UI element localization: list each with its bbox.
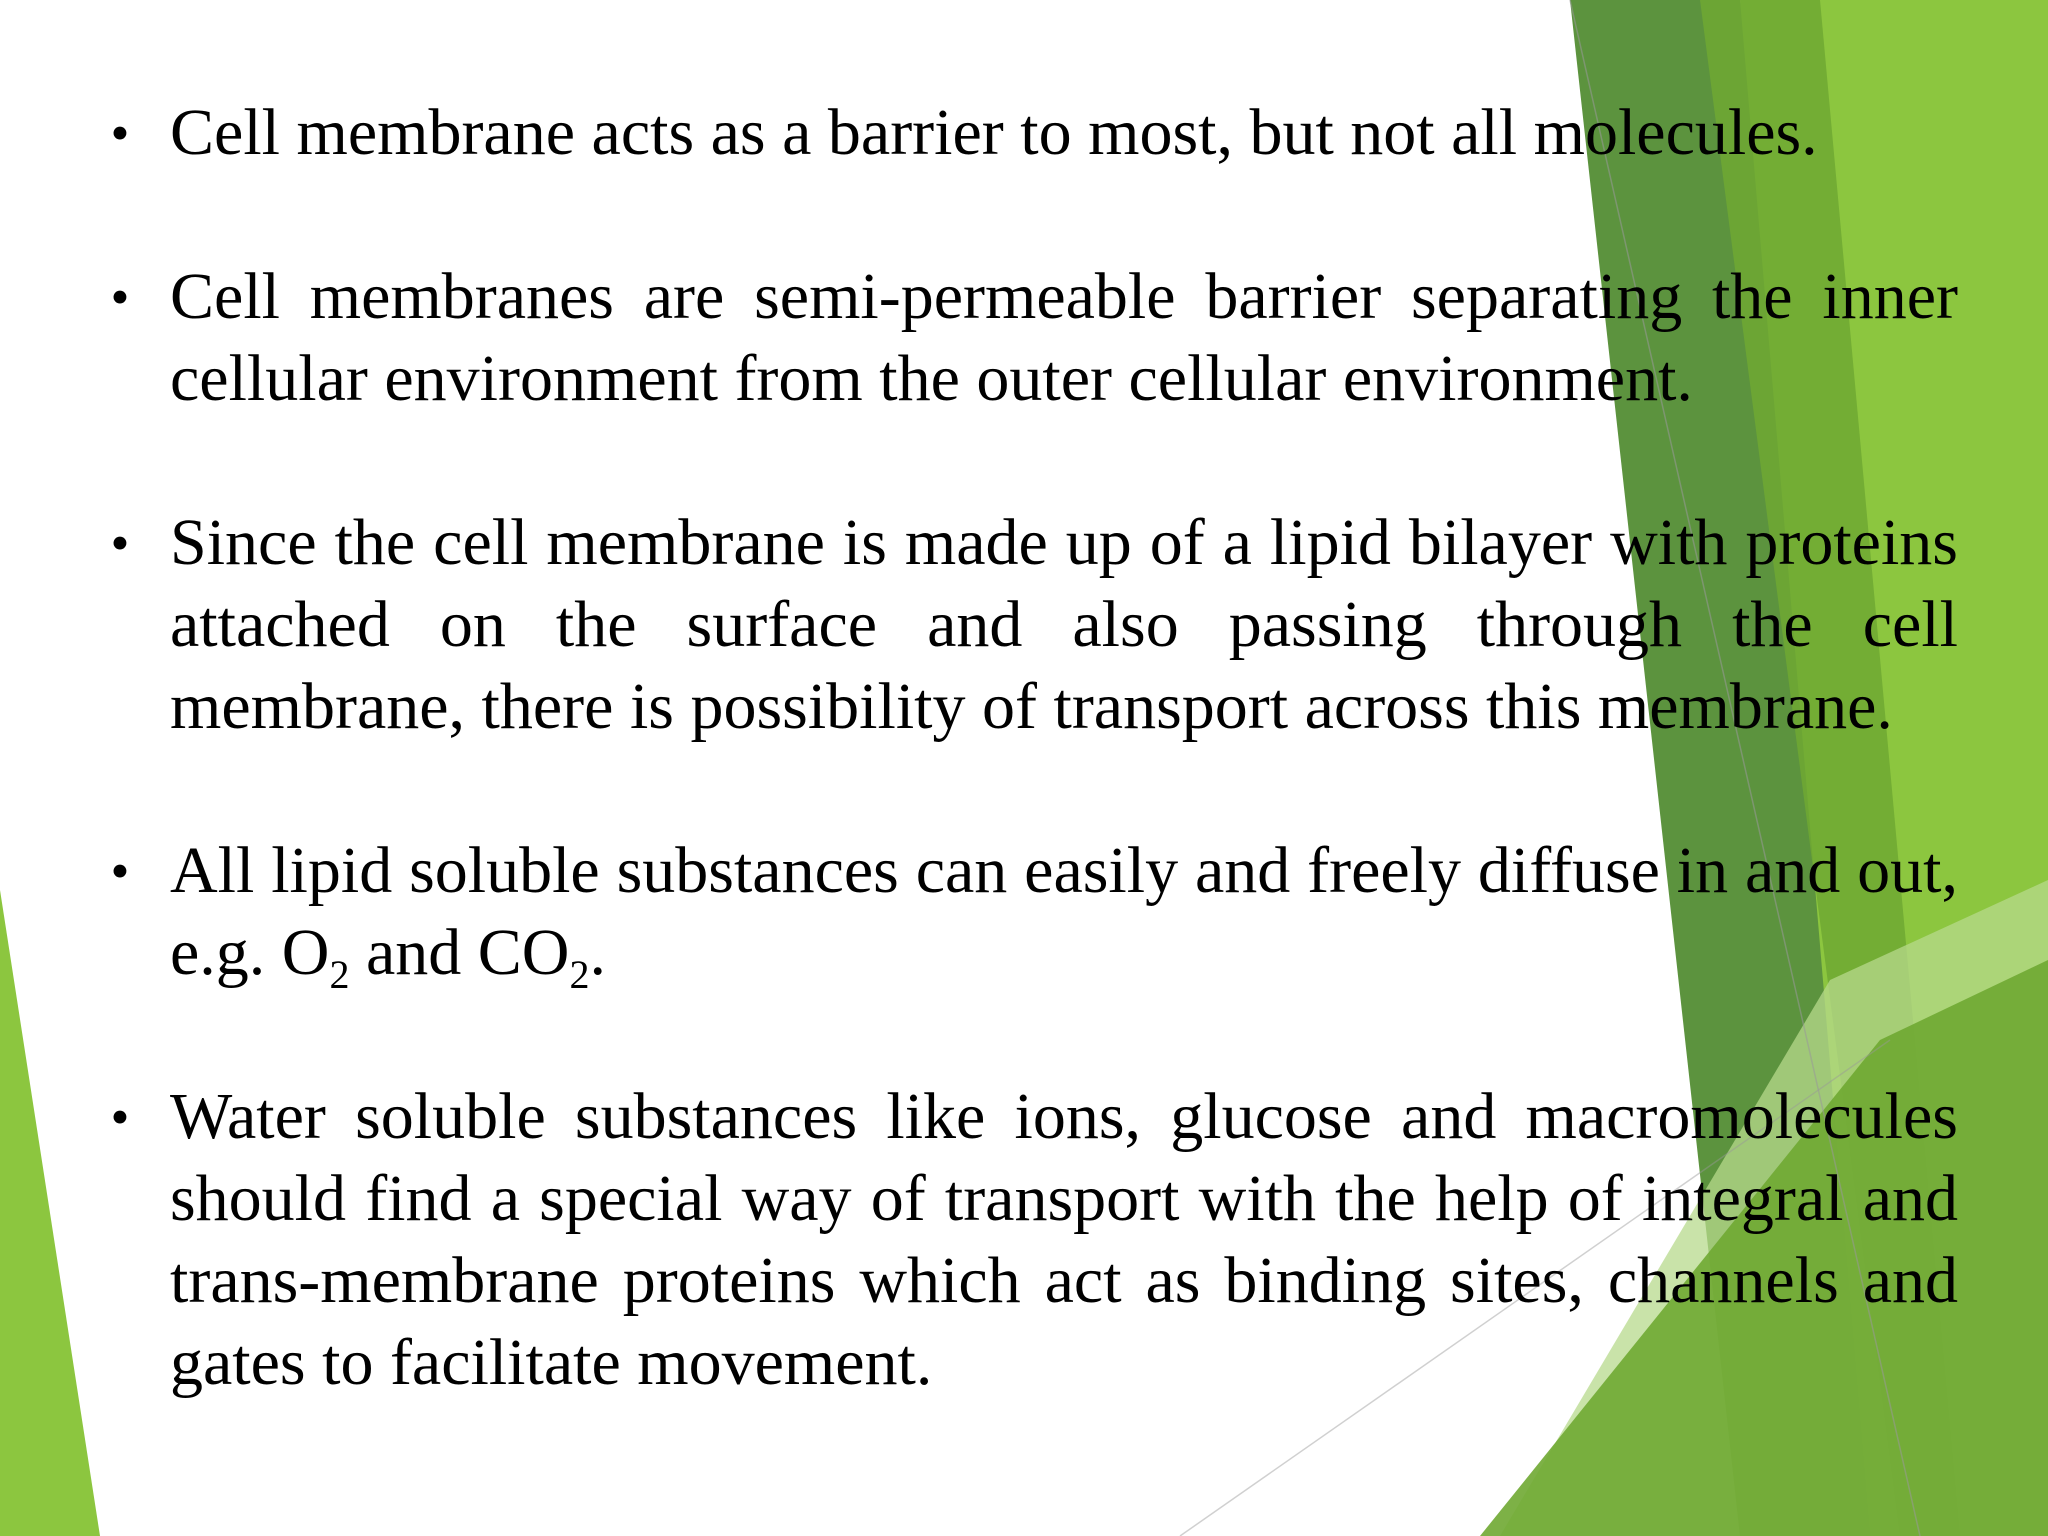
bullet-list [100,92,1958,1404]
bullet-text: Water soluble substances like ions, glucose and macromolecules should find a special way of transport with the help of integral and trans-membrane proteins which act as binding sites, channels and gates to facilitate movement. [170,1080,1958,1399]
bullet-item-3 [100,502,1958,748]
bullet-text-suffix: . [589,916,606,989]
left-green-sliver [0,890,100,1536]
bullet-marker: • [110,103,130,163]
bullet-text-middle: and [349,916,478,989]
bullet-item-4 [100,830,1958,997]
bullet-text: Since the cell membrane is made up of a lipid bilayer with proteins attached on the surface and also passing through the cell membrane, there is possibility of transport across this membrane. [170,506,1958,743]
bullet-item-1 [100,92,1958,174]
oxygen-symbol: O [281,916,330,989]
oxygen-subscript: 2 [329,952,350,997]
bullet-text [170,830,1958,997]
bullet-text: Cell membranes are semi-permeable barrier separating the inner cellular environment from the outer cellular environment. [170,260,1958,415]
bullet-item-2 [100,256,1958,420]
bullet-text-prefix: All lipid soluble substances can easily and freely diffuse in and out, e.g. [170,834,1958,989]
bullet-marker: • [110,513,130,573]
bullet-text: Cell membrane acts as a barrier to most, but not all molecules. [170,96,1818,169]
bullet-item-5 [100,1076,1958,1404]
carbon-dioxide-symbol: CO [477,916,570,989]
carbon-dioxide-subscript: 2 [569,952,590,997]
bullet-marker: • [110,841,130,901]
bullet-marker: • [110,1087,130,1147]
bullet-marker: • [110,267,130,327]
